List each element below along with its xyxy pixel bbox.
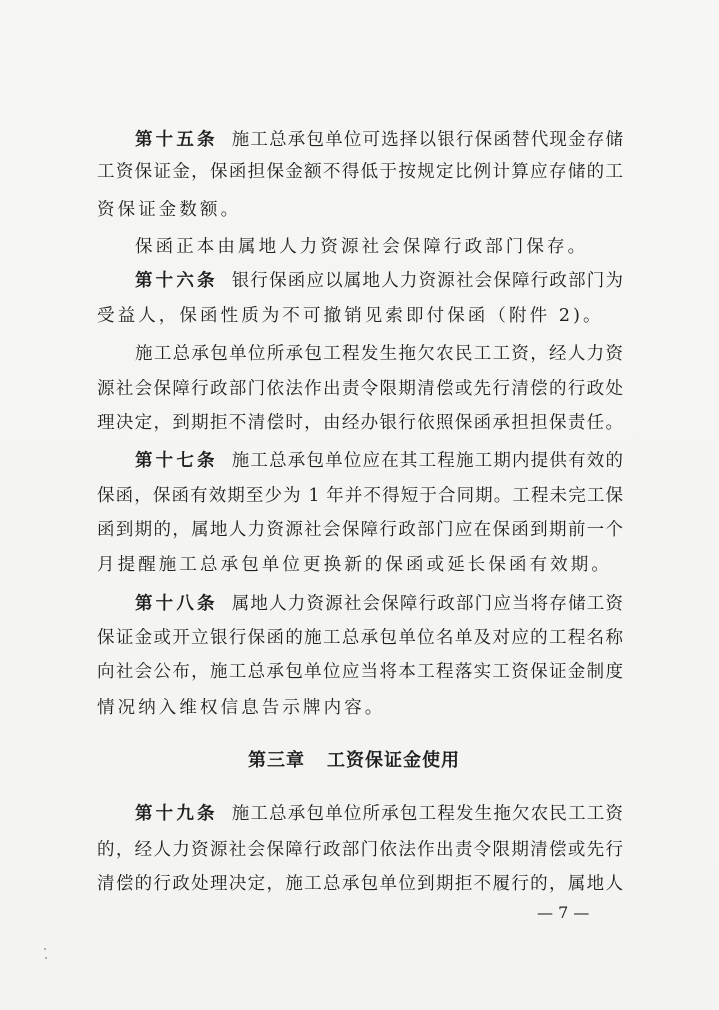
chapter-heading (248, 746, 460, 772)
article-17-line-4: 月提醒施工总承包单位更换新的保函或延长保函有效期。 (97, 555, 612, 575)
article-17-line-1: 第十七条 施工总承包单位应在其工程施工期内提供有效的 (135, 451, 623, 471)
arrears-line-2: 源社会保障行政部门依法作出责令限期清偿或先行清偿的行政处 (97, 379, 623, 399)
article-16-line-1: 第十六条 银行保函应以属地人力资源社会保障行政部门为 (135, 271, 623, 291)
chapter-number: 第三章 (248, 750, 305, 771)
article-19-line-2: 的，经人力资源社会保障行政部门依法作出责令限期清偿或先行 (97, 840, 623, 860)
scan-speck (45, 957, 47, 959)
custody-paragraph: 保函正本由属地人力资源社会保障行政部门保存。 (135, 237, 589, 257)
article-18-line-2: 保证金或开立银行保函的施工总承包单位名单及对应的工程名称 (97, 628, 623, 648)
article-18-line-4: 情况纳入维权信息告示牌内容。 (97, 698, 386, 718)
article-15-line-2: 工资保证金，保函担保金额不得低于按规定比例计算应存储的工 (97, 162, 623, 182)
scan-speck (44, 948, 46, 950)
chapter-title: 工资保证金使用 (327, 750, 460, 771)
article-15-title: 第十五条 (135, 130, 218, 150)
article-19-line-3: 清偿的行政处理决定，施工总承包单位到期拒不履行的，属地人 (97, 874, 623, 894)
arrears-line-1: 施工总承包单位所承包工程发生拖欠农民工工资，经人力资 (135, 344, 623, 364)
article-19-line-1: 第十九条 施工总承包单位所承包工程发生拖欠农民工工资 (135, 804, 623, 824)
article-17-title: 第十七条 (135, 451, 218, 471)
article-16-title: 第十六条 (135, 271, 218, 291)
article-19-title: 第十九条 (135, 804, 218, 824)
article-15-line-1: 第十五条 施工总承包单位可选择以银行保函替代现金存储 (135, 130, 623, 150)
article-18-line-1: 第十八条 属地人力资源社会保障行政部门应当将存储工资 (135, 594, 623, 614)
article-16-line-2: 受益人，保函性质为不可撤销见索即付保函（附件 2)。 (97, 306, 604, 326)
page-number: — 7 — (537, 903, 590, 922)
article-17-line-2: 保函，保函有效期至少为 1 年并不得短于合同期。工程未完工保 (97, 486, 623, 506)
arrears-line-3: 理决定，到期拒不清偿时，由经办银行依照保函承担担保责任。 (97, 413, 623, 433)
article-15-line-3: 资保证金数额。 (97, 200, 242, 220)
article-18-line-3: 向社会公布，施工总承包单位应当将本工程落实工资保证金制度 (97, 662, 623, 682)
article-17-line-3: 函到期的，属地人力资源社会保障行政部门应在保函到期前一个 (97, 520, 623, 540)
article-18-title: 第十八条 (135, 594, 218, 614)
